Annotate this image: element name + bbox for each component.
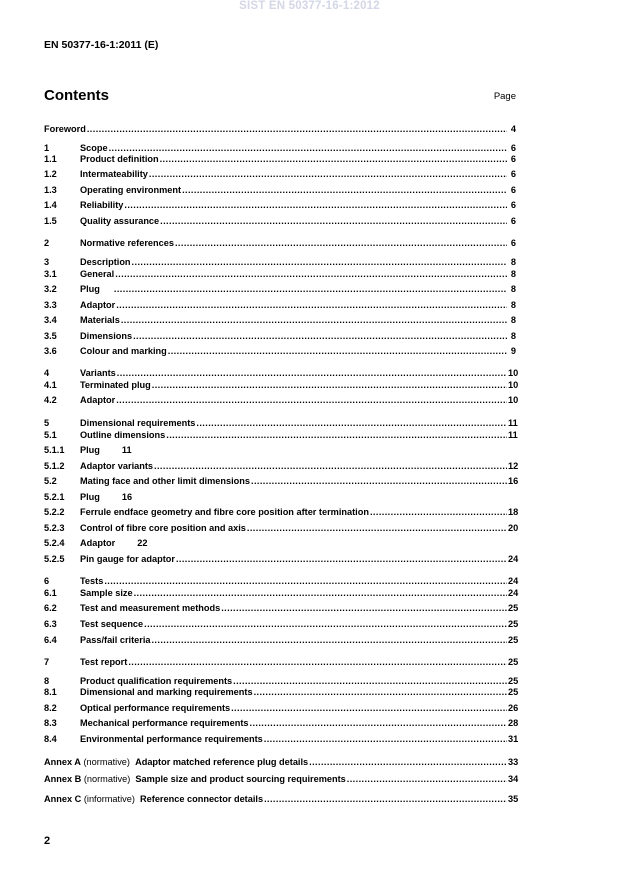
toc-entry-page: 22	[137, 538, 148, 548]
toc-entry-title: Product definition	[80, 154, 159, 164]
annex-title: Reference connector details	[140, 794, 264, 804]
toc-entry-title: Foreword	[44, 124, 86, 134]
toc-entry-number: 4	[44, 368, 50, 378]
toc-entry-title: Scope	[80, 143, 108, 153]
toc-entry-title: Control of fibre core position and axis	[80, 523, 246, 533]
toc-entry[interactable]	[44, 429, 516, 441]
toc-entry[interactable]	[44, 215, 516, 227]
toc-entry-title: Plug	[80, 492, 100, 502]
toc-entry-number: 3.1	[44, 269, 57, 279]
toc-entry-title: Outline dimensions	[80, 430, 166, 440]
toc-entry-title: Optical performance requirements	[80, 703, 231, 713]
toc-entry-number: 8.1	[44, 687, 57, 697]
toc-entry-number: 3.3	[44, 300, 57, 310]
toc-entry-title: Reliability	[80, 200, 124, 210]
toc-entry[interactable]	[44, 330, 516, 342]
toc-entry-number: 5.2.3	[44, 523, 65, 533]
footer-page-number: 2	[44, 835, 51, 847]
toc-entry-title: Pass/fail criteria	[80, 635, 151, 645]
toc-entry[interactable]	[44, 168, 516, 180]
annex-kind: (informative)	[83, 794, 135, 804]
annex-kind: (normative)	[83, 757, 130, 767]
toc-entry[interactable]	[44, 717, 519, 729]
toc-entry-page: 10	[508, 380, 519, 390]
toc-entry-number: 1.2	[44, 169, 57, 179]
toc-entry-number: 6.1	[44, 588, 57, 598]
toc-entry-page: 8	[510, 315, 516, 325]
toc-entry[interactable]	[44, 123, 516, 135]
toc-entry[interactable]	[44, 618, 519, 630]
toc-entry-title: Test report	[80, 657, 128, 667]
toc-entry-title: Test sequence	[80, 619, 144, 629]
toc-entry[interactable]	[44, 256, 516, 268]
toc-entry-page: 24	[508, 588, 519, 598]
toc-entry-title: Plug	[80, 284, 100, 294]
toc-entry-page: 6	[510, 200, 516, 210]
toc-entry-page: 6	[510, 185, 516, 195]
toc-entry-title: Dimensional and marking requirements	[80, 687, 253, 697]
toc-entry[interactable]	[44, 367, 519, 379]
toc-entry-number: 8.2	[44, 703, 57, 713]
page-column-label: Page	[493, 91, 516, 102]
toc-entry[interactable]	[44, 237, 516, 249]
toc-entry-number: 3.6	[44, 346, 57, 356]
document-id: EN 50377-16-1:2011 (E)	[44, 39, 159, 51]
toc-entry-title: Colour and marking	[80, 346, 167, 356]
toc-entry-number: 3.5	[44, 331, 57, 341]
toc-entry-title: Materials	[80, 315, 120, 325]
annex-label: Annex C	[44, 794, 82, 804]
annex-title: Adaptor matched reference plug details	[135, 757, 309, 767]
toc-entry[interactable]	[44, 153, 516, 165]
toc-entry[interactable]	[44, 733, 519, 745]
toc-entry-page: 4	[510, 124, 516, 134]
toc-entry-title: General	[80, 269, 115, 279]
toc-entry-page: 10	[508, 368, 519, 378]
toc-entry-page: 8	[510, 300, 516, 310]
toc-entry-title: Ferrule endface geometry and fibre core position after termination	[80, 507, 369, 517]
toc-entry-title: Product qualification requirements	[80, 676, 233, 686]
annex-label: Annex B	[44, 774, 82, 784]
toc-entry[interactable]	[44, 602, 519, 614]
toc-entry-title: Terminated plug	[80, 380, 151, 390]
toc-entry[interactable]	[44, 686, 519, 698]
toc-entry[interactable]	[44, 345, 516, 357]
toc-entry-number: 5	[44, 418, 50, 428]
contents-title: Contents	[44, 87, 109, 104]
toc-entry-page: 25	[508, 687, 519, 697]
toc-entry-title: Dimensions	[80, 331, 133, 341]
toc-entry-number: 5.1.1	[44, 445, 65, 455]
toc-entry-page: 25	[508, 676, 519, 686]
toc-entry-number: 1.1	[44, 154, 57, 164]
toc-entry[interactable]	[44, 537, 516, 549]
toc-entry[interactable]	[44, 656, 519, 668]
toc-entry-page: 10	[508, 395, 519, 405]
toc-entry-page: 6	[510, 216, 516, 226]
toc-entry-page: 11	[508, 418, 518, 428]
toc-entry-title: Normative references	[80, 238, 174, 248]
toc-entry-page: 26	[508, 703, 519, 713]
toc-entry-page: 8	[510, 284, 516, 294]
toc-entry-page: 8	[510, 331, 516, 341]
toc-entry-title: Adaptor variants	[80, 461, 154, 471]
toc-entry-title: Dimensional requirements	[80, 418, 196, 428]
toc-entry[interactable]	[44, 522, 519, 534]
toc-entry-page: 20	[508, 523, 519, 533]
toc-entry-number: 7	[44, 657, 50, 667]
annex-title: Sample size and product sourcing requirements	[135, 774, 346, 784]
toc-entry-page: 18	[508, 507, 519, 517]
toc-entry[interactable]	[44, 475, 519, 487]
toc-entry[interactable]	[44, 553, 519, 565]
toc-annex-entry[interactable]	[44, 773, 519, 785]
toc-entry-page: 6	[510, 238, 516, 248]
toc-entry-title: Test and measurement methods	[80, 603, 221, 613]
toc-entry[interactable]	[44, 575, 519, 587]
toc-entry-number: 2	[44, 238, 50, 248]
toc-entry[interactable]	[44, 506, 519, 518]
toc-entry-page: 24	[508, 576, 519, 586]
toc-entry-number: 8.4	[44, 734, 57, 744]
toc-entry-title: Sample size	[80, 588, 133, 598]
toc-entry-page: 25	[508, 657, 519, 667]
toc-annex-entry[interactable]	[44, 793, 519, 805]
toc-entry-number: 4.2	[44, 395, 57, 405]
watermark: SIST EN 50377-16-1:2012	[239, 0, 380, 12]
toc-entry[interactable]	[44, 199, 516, 211]
toc-entry-number: 6.2	[44, 603, 57, 613]
toc-entry[interactable]	[44, 379, 519, 391]
toc-entry-title: Mating face and other limit dimensions	[80, 476, 250, 486]
toc-entry[interactable]	[44, 184, 516, 196]
toc-entry-number: 5.2	[44, 476, 57, 486]
toc-entry-title: Quality assurance	[80, 216, 160, 226]
toc-entry-number: 1	[44, 143, 50, 153]
toc-entry-page: 8	[510, 269, 516, 279]
toc-entry-number: 6.3	[44, 619, 57, 629]
toc-entry-title: Intermateability	[80, 169, 148, 179]
toc-entry-number: 5.1	[44, 430, 57, 440]
toc-entry-number: 6.4	[44, 635, 57, 645]
toc-entry-number: 5.2.2	[44, 507, 65, 517]
toc-entry[interactable]	[44, 314, 516, 326]
toc-entry-title: Variants	[80, 368, 116, 378]
toc-entry-page: 12	[508, 461, 519, 471]
toc-entry[interactable]	[44, 491, 516, 503]
toc-entry-title: Adaptor	[80, 538, 116, 548]
toc-entry-page: 9	[510, 346, 516, 356]
toc-annex-entry[interactable]	[44, 756, 519, 768]
toc-entry-page: 25	[508, 619, 519, 629]
toc-entry-title: Plug	[80, 445, 100, 455]
toc-entry[interactable]	[44, 702, 519, 714]
toc-entry-page: 11	[121, 445, 132, 455]
annex-kind: (normative)	[83, 774, 131, 784]
toc-entry-page: 35	[508, 794, 519, 804]
toc-entry-number: 5.2.1	[44, 492, 65, 502]
toc-entry-number: 5.2.4	[44, 538, 65, 548]
toc-entry-page: 6	[510, 154, 516, 164]
toc-entry-page: 16	[121, 492, 133, 502]
toc-entry[interactable]	[44, 268, 516, 280]
toc-entry-title: Tests	[80, 576, 104, 586]
toc-entry-number: 5.1.2	[44, 461, 65, 471]
annex-label: Annex A	[44, 757, 81, 767]
toc-entry[interactable]	[44, 394, 519, 406]
toc-entry-page: 28	[508, 718, 519, 728]
toc-entry-page: 6	[510, 169, 516, 179]
toc-entry-title: Description	[80, 257, 131, 267]
toc-entry-number: 1.4	[44, 200, 57, 210]
toc-entry-page: 34	[508, 774, 519, 784]
toc-entry[interactable]	[44, 417, 516, 429]
toc-entry-number: 6	[44, 576, 50, 586]
toc-entry-page: 31	[508, 734, 519, 744]
toc-entry-title: Adaptor	[80, 300, 116, 310]
toc-entry-title: Mechanical performance requirements	[80, 718, 249, 728]
toc-entry[interactable]	[44, 299, 516, 311]
toc-entry[interactable]	[44, 587, 519, 599]
toc-entry-number: 8.3	[44, 718, 57, 728]
toc-entry-title: Environmental performance requirements	[80, 734, 263, 744]
toc-entry-title: Pin gauge for adaptor	[80, 554, 175, 564]
toc-entry-page: 6	[510, 143, 516, 153]
toc-entry-title: Adaptor	[80, 395, 116, 405]
toc-entry-title: Operating environment	[80, 185, 182, 195]
toc-entry-page: 24	[508, 554, 519, 564]
toc-entry-number: 5.2.5	[44, 554, 65, 564]
toc-entry-number: 3	[44, 257, 50, 267]
toc-entry-page: 25	[508, 635, 519, 645]
toc-entry-number: 1.3	[44, 185, 57, 195]
toc-entry[interactable]	[44, 634, 519, 646]
toc-entry-number: 3.2	[44, 284, 57, 294]
toc-entry-page: 33	[508, 757, 519, 767]
toc-entry[interactable]	[44, 444, 516, 456]
toc-entry-page: 11	[508, 430, 518, 440]
toc-entry-number: 1.5	[44, 216, 57, 226]
toc-entry[interactable]	[44, 283, 516, 295]
toc-entry-page: 16	[508, 476, 519, 486]
toc-entry[interactable]	[44, 460, 519, 472]
toc-entry-number: 3.4	[44, 315, 57, 325]
toc-entry-number: 4.1	[44, 380, 57, 390]
toc-entry-page: 8	[510, 257, 516, 267]
toc-entry-page: 25	[508, 603, 519, 613]
toc-entry-number: 8	[44, 676, 50, 686]
